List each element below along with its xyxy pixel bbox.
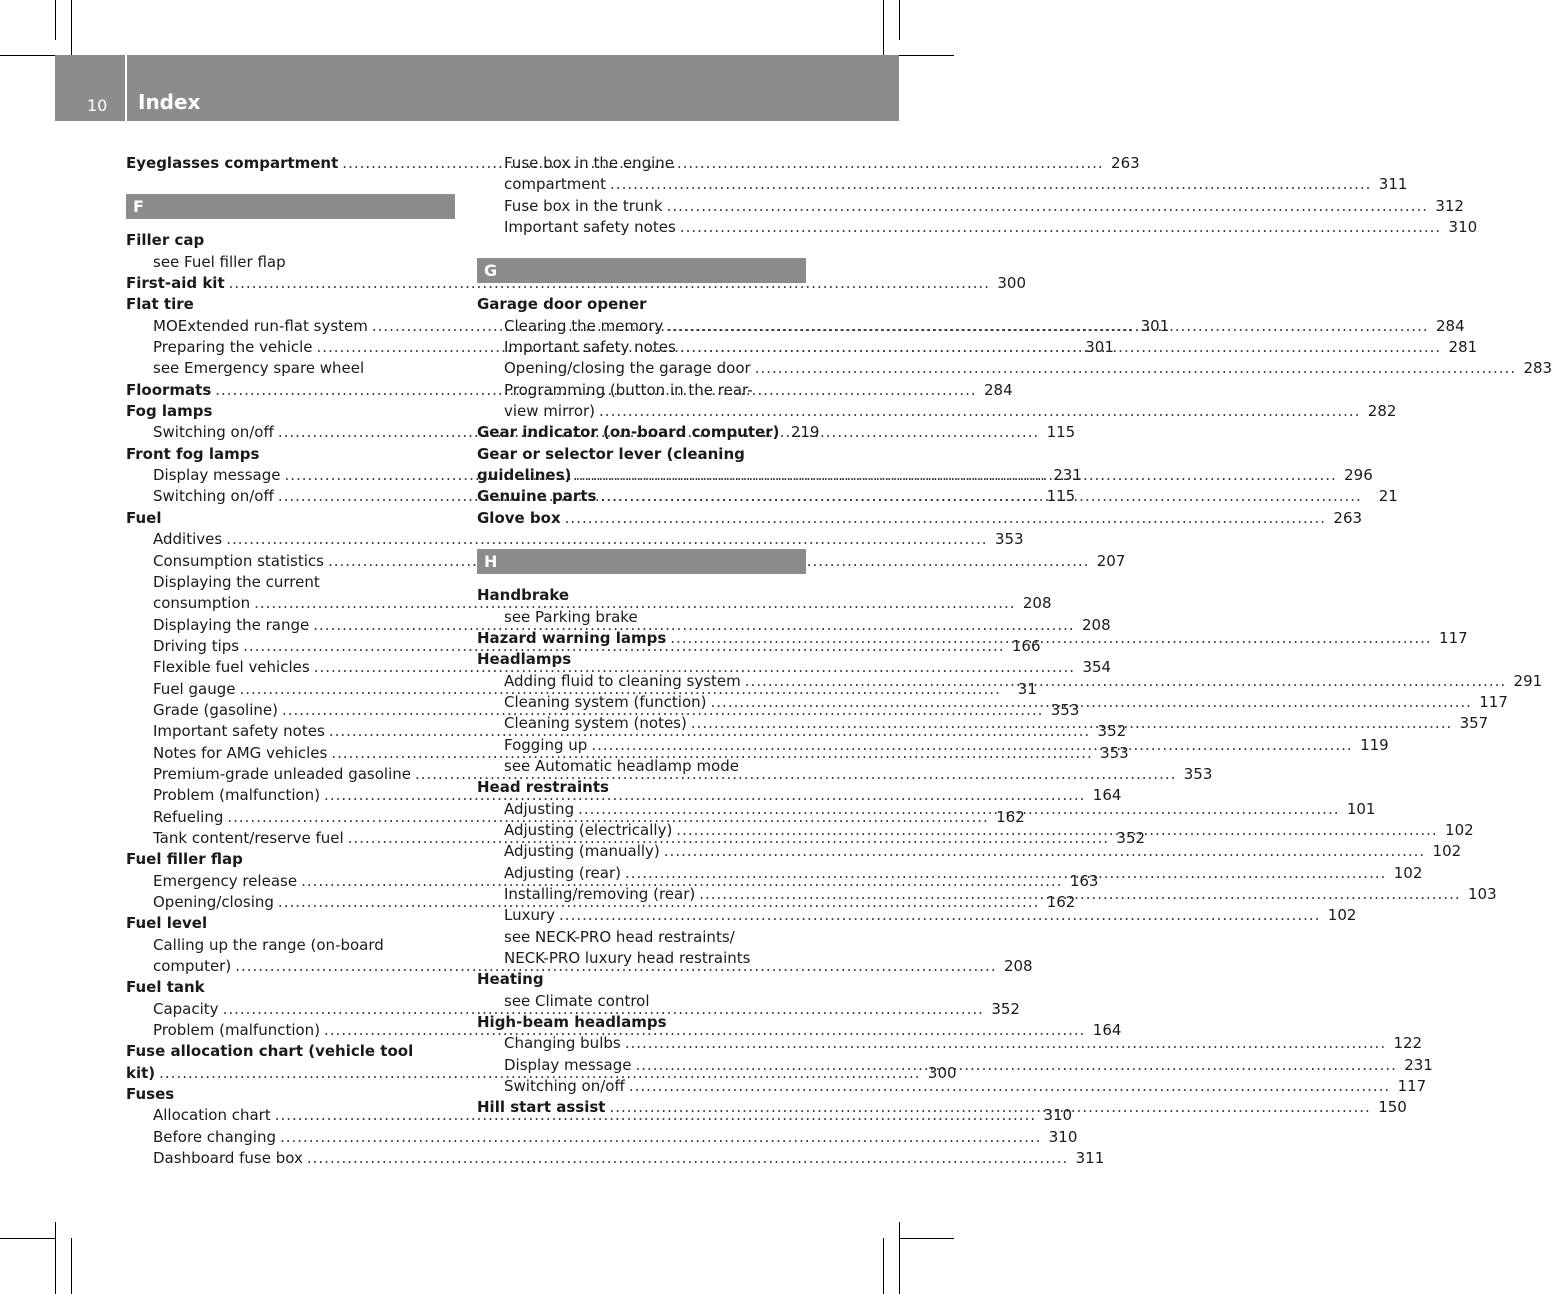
page-reference: 166 bbox=[1011, 636, 1041, 655]
dot-leader bbox=[610, 174, 1371, 195]
entry-text: Switching on/off bbox=[504, 1077, 625, 1096]
page-reference: 311 bbox=[1075, 1149, 1105, 1168]
entry-text: see Emergency spare wheel bbox=[153, 359, 365, 378]
entry-text: Driving tips bbox=[153, 636, 240, 655]
entry-text: Fuel tank bbox=[126, 978, 205, 997]
index-entry bbox=[477, 444, 806, 465]
page-reference: 352 bbox=[1097, 722, 1127, 741]
entry-text: Head restraints bbox=[477, 778, 609, 797]
index-subentry bbox=[477, 380, 806, 401]
entry-text: Adjusting (electrically) bbox=[504, 820, 673, 839]
entry-text: NECK-PRO luxury head restraints bbox=[504, 949, 751, 967]
entry-text: Switching on/off bbox=[153, 487, 274, 506]
index-subentry bbox=[126, 572, 455, 593]
entry-text: consumption bbox=[153, 594, 251, 613]
page-reference: 102 bbox=[1432, 842, 1462, 861]
entry-text: Installing/removing (rear) bbox=[504, 884, 696, 903]
page-reference: 117 bbox=[1479, 692, 1508, 711]
entry-text: computer) bbox=[153, 957, 232, 976]
page-reference: 219 bbox=[790, 423, 820, 442]
index-entry bbox=[477, 422, 820, 443]
page-title: Index bbox=[138, 90, 201, 114]
dot-leader bbox=[609, 1097, 1370, 1118]
index-entry bbox=[126, 230, 455, 251]
page-reference: 263 bbox=[1111, 154, 1140, 172]
page-reference: 263 bbox=[1333, 508, 1363, 527]
page-reference: 283 bbox=[1523, 359, 1552, 378]
entry-text: Luxury bbox=[504, 906, 556, 925]
dot-leader bbox=[575, 465, 1336, 486]
index-entry bbox=[126, 913, 455, 934]
page-reference: 115 bbox=[1046, 423, 1076, 442]
index-subentry bbox=[477, 948, 806, 969]
index-subentry bbox=[477, 174, 1408, 195]
index-subentry bbox=[126, 529, 1024, 550]
page-reference: 281 bbox=[1448, 338, 1478, 357]
entry-text: Additives bbox=[153, 530, 223, 549]
index-entry bbox=[126, 401, 455, 422]
entry-text: Tank content/reserve fuel bbox=[153, 828, 344, 847]
section-letter-header: F bbox=[126, 194, 455, 219]
entry-text: Filler cap bbox=[126, 231, 205, 250]
index-entry bbox=[126, 294, 455, 315]
entry-text: Fogging up bbox=[504, 735, 588, 754]
entry-text: Hill start assist bbox=[477, 1098, 606, 1117]
entry-text: see Climate control bbox=[504, 991, 650, 1010]
entry-text: Fuel gauge bbox=[153, 679, 236, 698]
crop-mark bbox=[55, 0, 56, 40]
page-reference: 284 bbox=[984, 380, 1013, 399]
dot-leader bbox=[565, 508, 1326, 529]
entry-text: Headlamps bbox=[477, 650, 572, 669]
entry-text: Fuse box in the engine bbox=[504, 154, 674, 172]
dot-leader bbox=[599, 401, 1360, 422]
index-entry bbox=[477, 1012, 806, 1033]
index-subentry bbox=[477, 153, 806, 174]
dot-leader bbox=[600, 486, 1361, 507]
index-entry bbox=[126, 508, 455, 529]
entry-text: Problem (malfunction) bbox=[153, 1021, 321, 1040]
index-subentry bbox=[126, 1148, 1105, 1169]
page-reference: 117 bbox=[1439, 628, 1468, 647]
page-reference: 164 bbox=[1092, 786, 1122, 805]
dot-leader bbox=[667, 196, 1428, 217]
index-entry bbox=[126, 977, 455, 998]
dot-leader bbox=[625, 863, 1386, 884]
entry-text: Hazard warning lamps bbox=[477, 628, 667, 647]
page-reference: 31 bbox=[1017, 679, 1037, 698]
index-entry bbox=[126, 273, 1027, 294]
page-reference: 296 bbox=[1344, 466, 1373, 485]
crop-mark bbox=[883, 1238, 884, 1294]
dot-leader bbox=[711, 692, 1472, 713]
page-reference: 163 bbox=[1069, 871, 1099, 890]
entry-text: Displaying the current bbox=[153, 572, 320, 591]
entry-text: guidelines) bbox=[477, 466, 572, 485]
page-reference: 352 bbox=[1116, 828, 1146, 847]
entry-text: Fuse allocation chart (vehicle tool bbox=[126, 1042, 414, 1061]
page-reference: 103 bbox=[1467, 884, 1497, 903]
entry-text: Garage door opener bbox=[477, 295, 647, 314]
entry-text: Changing bulbs bbox=[504, 1034, 621, 1053]
entry-text: Consumption statistics bbox=[153, 551, 324, 570]
page-reference: 284 bbox=[1436, 316, 1465, 335]
page-reference: 312 bbox=[1435, 196, 1464, 215]
page-reference: 310 bbox=[1048, 1127, 1078, 1146]
entry-text: Flexible fuel vehicles bbox=[153, 658, 310, 677]
page-reference: 300 bbox=[997, 274, 1027, 293]
entry-text: Front fog lamps bbox=[126, 444, 260, 463]
entry-text: Opening/closing bbox=[153, 893, 274, 911]
entry-text: Important safety notes bbox=[153, 722, 325, 741]
page-reference: 311 bbox=[1378, 175, 1408, 194]
crop-mark bbox=[899, 1238, 954, 1239]
page-reference: 208 bbox=[1003, 957, 1033, 976]
index-subentry bbox=[477, 196, 1464, 217]
entry-text: Gear indicator (on-board computer) bbox=[477, 423, 780, 442]
page-reference: 291 bbox=[1513, 671, 1543, 690]
page-reference: 119 bbox=[1360, 735, 1389, 754]
entry-text: Glove box bbox=[477, 508, 561, 527]
index-subentry bbox=[477, 905, 1357, 926]
entry-text: Display message bbox=[153, 466, 281, 485]
entry-text: Important safety notes bbox=[504, 338, 676, 357]
entry-text: see Automatic headlamp mode bbox=[504, 756, 739, 775]
page-reference: 115 bbox=[1046, 487, 1076, 506]
entry-text: Fog lamps bbox=[126, 402, 213, 421]
dot-leader bbox=[559, 905, 1320, 926]
page-number: 10 bbox=[87, 96, 108, 115]
page-reference: 300 bbox=[927, 1063, 957, 1082]
page-reference: 21 bbox=[1378, 487, 1398, 506]
entry-text: see Fuel filler flap bbox=[153, 252, 286, 271]
index-subentry bbox=[126, 358, 455, 379]
entry-text: Problem (malfunction) bbox=[153, 786, 321, 805]
index-subentry bbox=[477, 1033, 1423, 1054]
page-reference: 117 bbox=[1397, 1077, 1427, 1096]
index-entry bbox=[477, 585, 806, 606]
entry-text: Notes for AMG vehicles bbox=[153, 743, 328, 762]
index-subentry bbox=[477, 756, 806, 777]
page-reference: 164 bbox=[1092, 1021, 1122, 1040]
index-subentry bbox=[477, 927, 806, 948]
crop-mark bbox=[883, 0, 884, 55]
page-reference: 353 bbox=[1183, 764, 1213, 783]
crop-mark bbox=[55, 1222, 56, 1294]
dot-leader bbox=[680, 337, 1441, 358]
dot-leader bbox=[578, 799, 1339, 820]
entry-text: Fuse box in the trunk bbox=[504, 196, 663, 215]
entry-text: Handbrake bbox=[477, 586, 570, 605]
crop-mark bbox=[0, 55, 55, 56]
header-divider bbox=[125, 55, 127, 121]
page-reference: 150 bbox=[1378, 1098, 1407, 1117]
dot-leader bbox=[635, 1055, 1396, 1076]
page-reference: 352 bbox=[991, 999, 1020, 1018]
entry-text: Dashboard fuse box bbox=[153, 1149, 303, 1168]
page-reference: 231 bbox=[1404, 1055, 1433, 1074]
entry-text: Fuel bbox=[126, 508, 162, 527]
page-reference: 357 bbox=[1459, 714, 1489, 733]
index-entry bbox=[477, 508, 1363, 529]
page-reference: 353 bbox=[1100, 743, 1129, 762]
entry-text: Emergency release bbox=[153, 871, 298, 890]
dot-leader bbox=[664, 841, 1425, 862]
entry-text: Fuel filler flap bbox=[126, 850, 243, 869]
entry-text: Refueling bbox=[153, 807, 224, 826]
page-reference: 102 bbox=[1327, 906, 1357, 925]
index-entry bbox=[477, 294, 806, 315]
dot-leader bbox=[676, 820, 1437, 841]
page-reference: 102 bbox=[1393, 863, 1423, 882]
entry-text: Premium-grade unleaded gasoline bbox=[153, 764, 411, 783]
page-reference: 310 bbox=[1448, 218, 1478, 237]
crop-mark bbox=[899, 0, 900, 40]
entry-text: High-beam headlamps bbox=[477, 1013, 667, 1032]
page-reference: 301 bbox=[1085, 338, 1114, 357]
page-reference: 354 bbox=[1082, 658, 1112, 677]
entry-text: Flat tire bbox=[126, 295, 194, 314]
dot-leader bbox=[625, 1033, 1386, 1054]
page-reference: 208 bbox=[1082, 615, 1111, 634]
page-header bbox=[55, 55, 899, 121]
dot-leader bbox=[699, 884, 1460, 905]
index-subentry bbox=[477, 358, 1552, 379]
page-reference: 353 bbox=[994, 530, 1024, 549]
index-entry bbox=[477, 649, 806, 670]
entry-text: Clearing the memory bbox=[504, 316, 664, 335]
entry-text: Adding fluid to cleaning system bbox=[504, 671, 741, 690]
index-subentry bbox=[477, 607, 806, 628]
entry-text: Fuel level bbox=[126, 914, 208, 933]
page-reference: 101 bbox=[1346, 799, 1376, 818]
dot-leader bbox=[307, 1148, 1068, 1169]
page-reference: 282 bbox=[1367, 402, 1397, 421]
entry-text: Displaying the range bbox=[153, 615, 310, 634]
page-reference: 310 bbox=[1043, 1106, 1073, 1125]
dot-leader bbox=[667, 316, 1428, 337]
page-reference: 208 bbox=[1022, 594, 1052, 613]
entry-text: Adjusting (manually) bbox=[504, 842, 660, 861]
entry-text: MOExtended run-flat system bbox=[153, 316, 368, 335]
dot-leader bbox=[745, 671, 1506, 692]
entry-text: Genuine parts bbox=[477, 487, 597, 506]
entry-text: Heating bbox=[477, 970, 544, 989]
crop-mark bbox=[71, 0, 72, 55]
index-subentry bbox=[126, 1127, 1078, 1148]
index-subentry bbox=[477, 401, 1397, 422]
entry-text: Gear or selector lever (cleaning bbox=[477, 444, 745, 463]
index-entry bbox=[126, 1041, 455, 1062]
entry-text: Calling up the range (on-board bbox=[153, 935, 384, 954]
entry-text: Capacity bbox=[153, 999, 219, 1018]
index-entry bbox=[126, 1084, 455, 1105]
index-entry bbox=[126, 444, 455, 465]
entry-text: Allocation chart bbox=[153, 1106, 271, 1125]
page-reference: 162 bbox=[996, 807, 1025, 826]
page-reference: 122 bbox=[1393, 1034, 1423, 1053]
page-reference: 207 bbox=[1096, 551, 1126, 570]
dot-leader bbox=[629, 1076, 1390, 1097]
entry-text: Floormats bbox=[126, 380, 212, 399]
section-letter-header: H bbox=[477, 549, 806, 574]
entry-text: Adjusting bbox=[504, 799, 575, 818]
dot-leader bbox=[691, 713, 1452, 734]
page-reference: 301 bbox=[1140, 316, 1170, 335]
entry-text: Preparing the vehicle bbox=[153, 338, 313, 357]
dot-leader bbox=[755, 358, 1516, 379]
section-letter-header: G bbox=[477, 258, 806, 283]
entry-text: Eyeglasses compartment bbox=[126, 154, 339, 172]
crop-mark bbox=[71, 1238, 72, 1294]
crop-mark bbox=[0, 1238, 55, 1239]
entry-text: Before changing bbox=[153, 1127, 276, 1146]
index-subentry bbox=[477, 841, 1462, 862]
index-subentry bbox=[477, 991, 806, 1012]
entry-text: Cleaning system (notes) bbox=[504, 714, 687, 733]
entry-text: Fuses bbox=[126, 1085, 175, 1104]
entry-text: see Parking brake bbox=[504, 607, 638, 626]
entry-text: Adjusting (rear) bbox=[504, 863, 621, 882]
index-subentry bbox=[477, 217, 1478, 238]
index-entry bbox=[477, 777, 806, 798]
index-entry bbox=[126, 849, 455, 870]
entry-text: Switching on/off bbox=[153, 423, 274, 442]
page-reference: 353 bbox=[1050, 700, 1080, 719]
entry-text: view mirror) bbox=[504, 402, 596, 421]
index-entry bbox=[477, 969, 806, 990]
entry-text: Important safety notes bbox=[504, 218, 676, 237]
dot-leader bbox=[280, 1127, 1041, 1148]
index-subentry bbox=[126, 551, 1126, 572]
page-reference: 102 bbox=[1445, 820, 1474, 839]
entry-text: Cleaning system (function) bbox=[504, 692, 707, 711]
entry-text: kit) bbox=[126, 1063, 156, 1082]
page-reference: 231 bbox=[1053, 466, 1082, 485]
dot-leader bbox=[670, 628, 1431, 649]
entry-text: Opening/closing the garage door bbox=[504, 359, 751, 378]
page-reference: 162 bbox=[1046, 893, 1076, 911]
entry-text: First-aid kit bbox=[126, 274, 225, 293]
index-subentry bbox=[126, 935, 455, 956]
index-subentry bbox=[477, 1076, 1427, 1097]
entry-text: compartment bbox=[504, 175, 607, 194]
entry-text: see NECK-PRO head restraints/ bbox=[504, 927, 735, 946]
crop-mark bbox=[899, 1222, 900, 1294]
dot-leader bbox=[591, 735, 1352, 756]
entry-text: Programming (button in the rear- bbox=[504, 380, 753, 399]
crop-mark bbox=[899, 55, 954, 56]
index-subentry bbox=[126, 252, 455, 273]
entry-text: Display message bbox=[504, 1055, 632, 1074]
entry-text: Grade (gasoline) bbox=[153, 700, 278, 719]
dot-leader bbox=[680, 217, 1441, 238]
